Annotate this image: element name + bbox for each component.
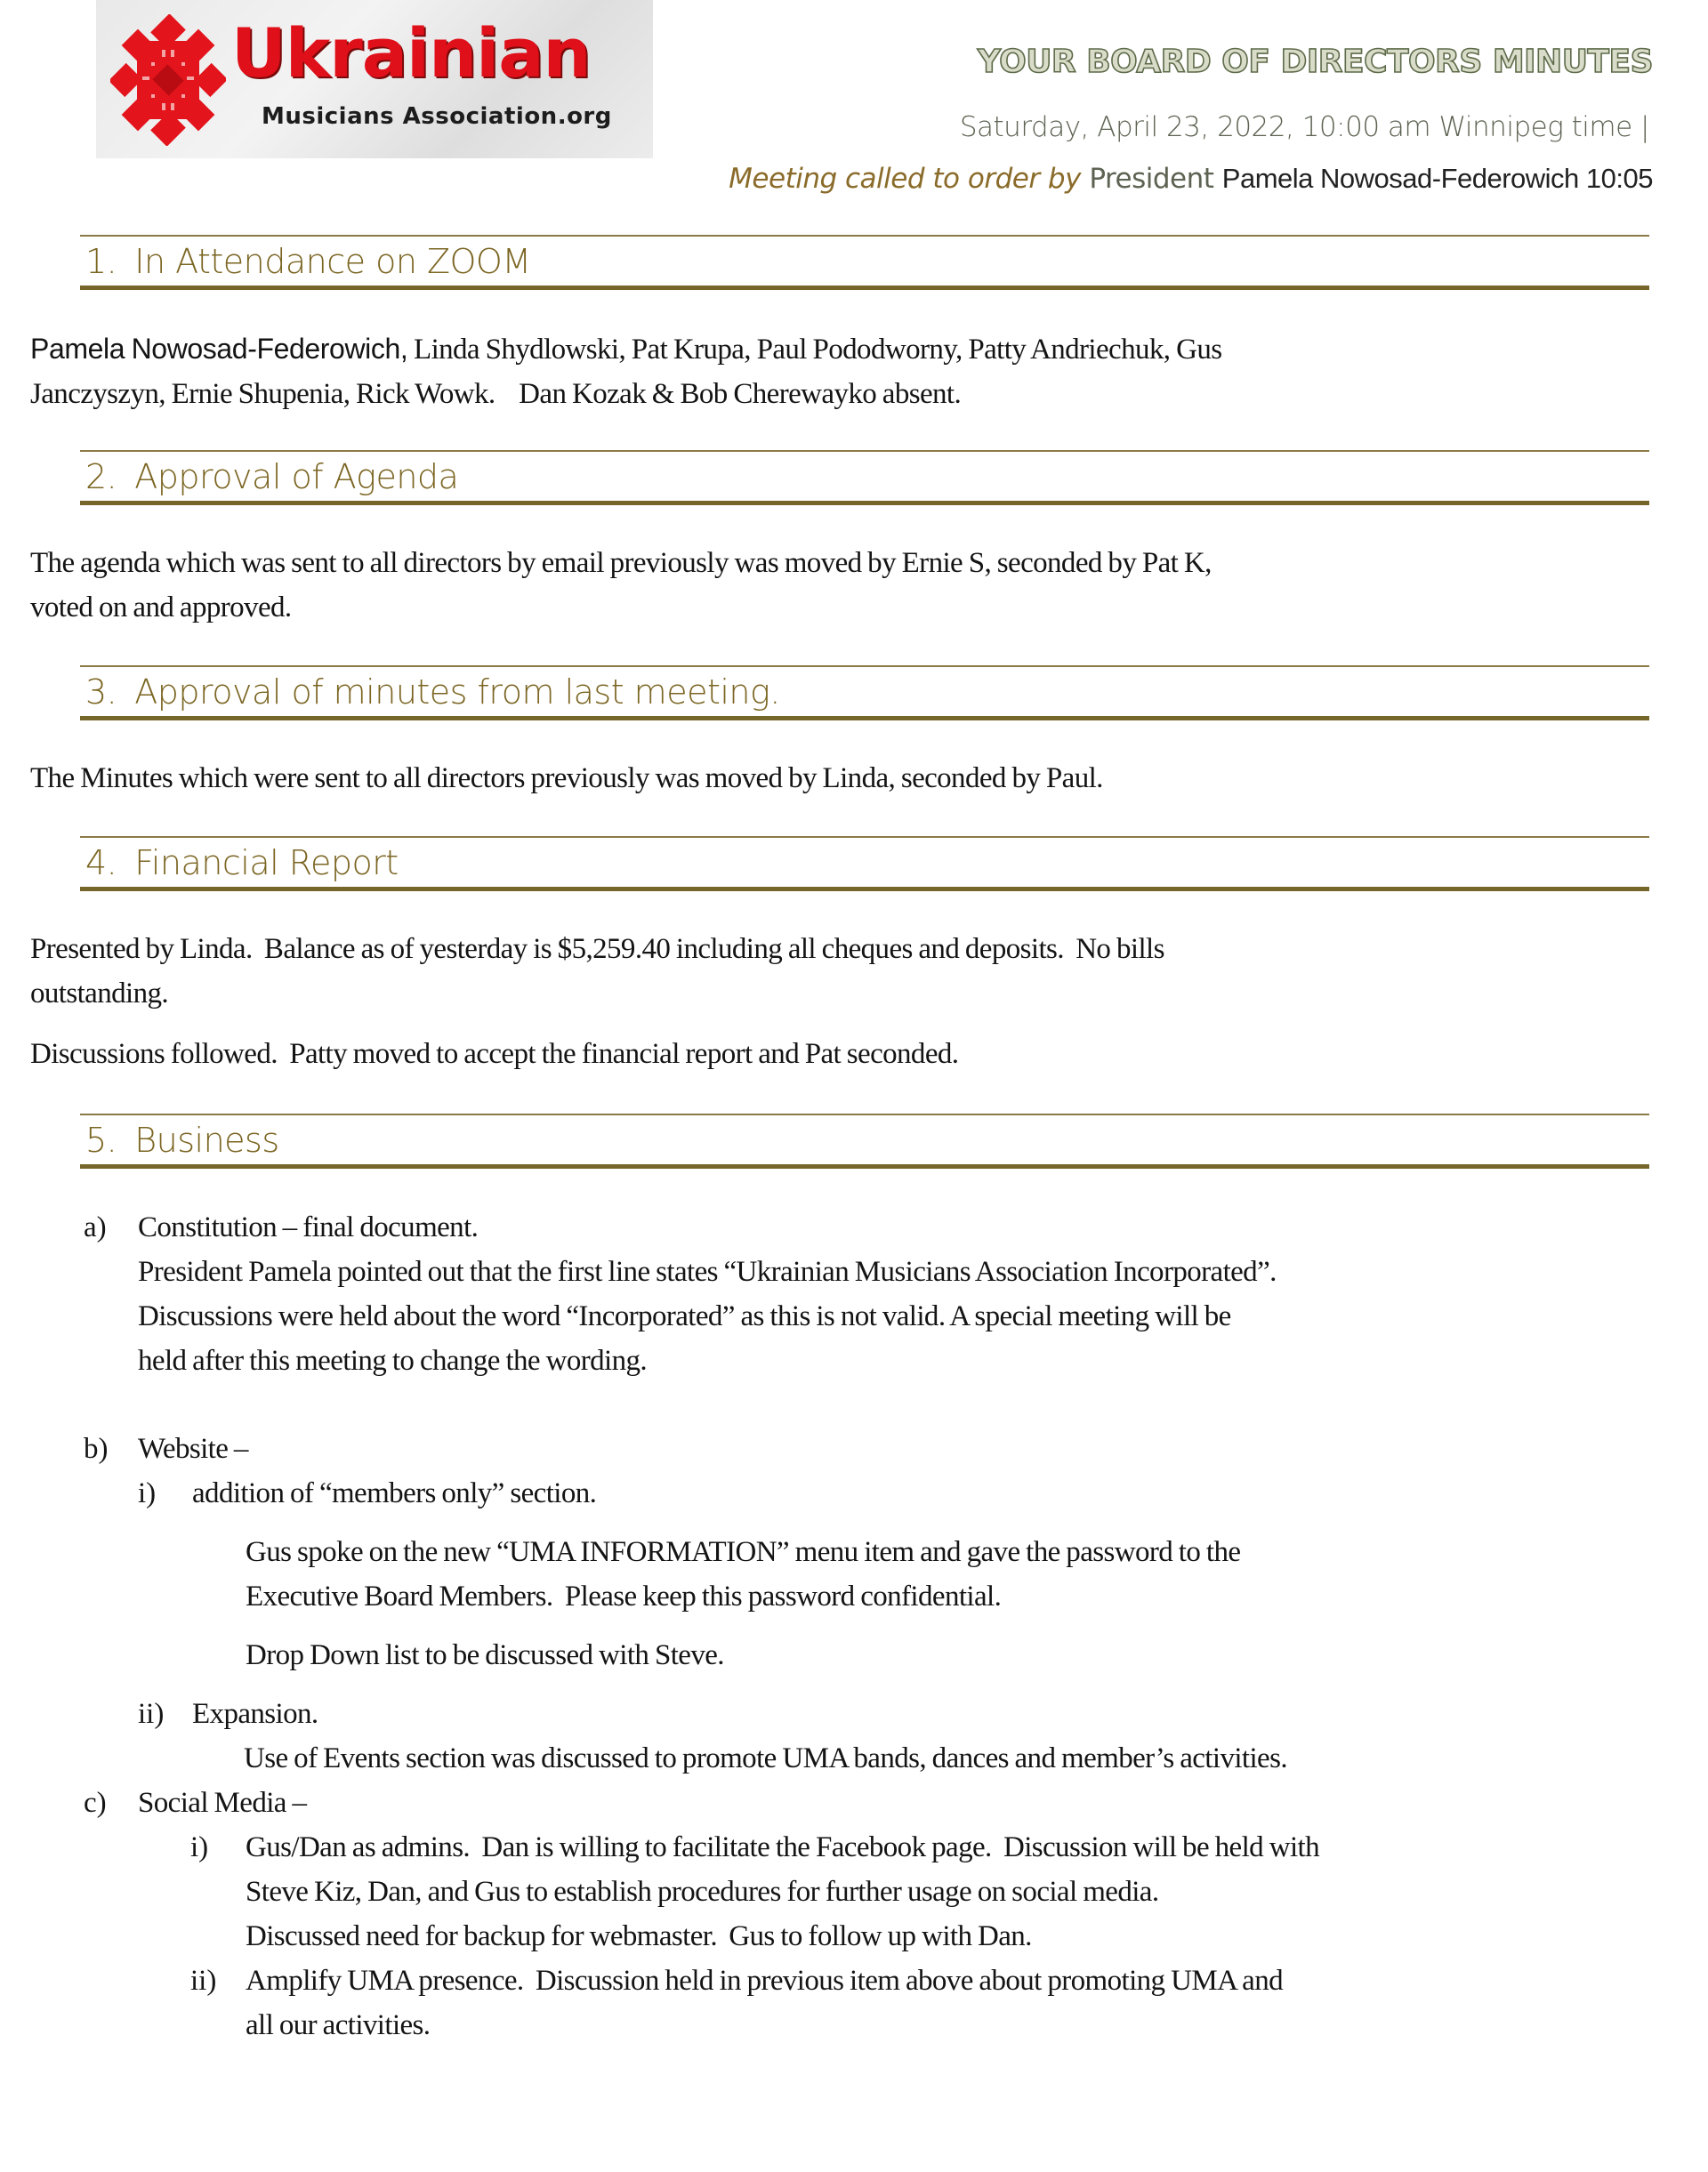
subitem-title: addition of “members only” section. [192, 1477, 597, 1509]
item-marker: c) [84, 1787, 107, 1819]
paragraph-line: outstanding. [30, 977, 169, 1010]
agenda-paragraph [30, 541, 1649, 630]
item-title: Social Media – [138, 1787, 307, 1819]
section-title: Financial Report [134, 843, 399, 882]
subitem-line: Gus/Dan as admins. Dan is willing to facilitate the Facebook page. Discussion will be held with [246, 1831, 1319, 1863]
item-marker: a) [84, 1211, 107, 1243]
subitem-line: Discussed need for backup for webmaster. Gus to follow up with Dan. [246, 1920, 1032, 1952]
presiding-person-and-time: Pamela Nowosad-Federowich 10:05 [1221, 163, 1653, 194]
subitem-marker: i) [190, 1831, 209, 1863]
subitem-marker: ii) [138, 1698, 165, 1730]
section-number: 5. [85, 1121, 117, 1160]
subitem-line: all our activities. [246, 2009, 431, 2041]
subitem-title: Expansion. [192, 1698, 318, 1730]
logo-title: Ukrainian [231, 13, 591, 93]
attendee-list-line1: Linda Shydlowski, Pat Krupa, Paul Pododworny, Patty Andriechuk, Gus [407, 334, 1222, 366]
item-title: Constitution – final document. [138, 1211, 479, 1243]
section-title: Approval of minutes from last meeting. [134, 672, 780, 712]
section-title: Approval of Agenda [134, 457, 459, 496]
note-line: Executive Board Members. Please keep this password confidential. [246, 1581, 1002, 1613]
section-number: 2. [85, 457, 117, 496]
subitem-line: Steve Kiz, Dan, and Gus to establish procedures for further usage on social media. [246, 1876, 1159, 1908]
paragraph-line: The Minutes which were sent to all directors previously was moved by Linda, seconded by Paul. [30, 762, 1103, 794]
attendee-president: Pamela Nowosad-Federowich, [30, 333, 408, 365]
attendee-list-line2: Janczyszyn, Ernie Shupenia, Rick Wowk. Dan Kozak & Bob Cherewayko absent. [30, 378, 962, 410]
presiding-role: President [1089, 163, 1214, 195]
document-title: YOUR BOARD OF DIRECTORS MINUTES [977, 44, 1653, 80]
attendance-paragraph [30, 326, 1649, 416]
financial-report-paragraph [30, 927, 1649, 1016]
subitem-marker: i) [138, 1477, 157, 1509]
association-logo [96, 0, 653, 158]
item-marker: b) [84, 1433, 109, 1465]
detail-line: Discussions were held about the word “Incorporated” as this is not valid. A special meeting will be [138, 1300, 1231, 1332]
section-number: 4. [85, 843, 117, 882]
subitem-note [246, 1530, 1240, 1619]
meeting-date: Saturday, April 23, 2022, 10:00 am Winnipeg time | [959, 111, 1649, 143]
section-number: 3. [85, 672, 117, 712]
section-number: 1. [85, 242, 117, 281]
section-heading-financial [80, 836, 1649, 891]
note-line: Gus spoke on the new “UMA INFORMATION” menu item and gave the password to the [246, 1536, 1241, 1568]
subitem-note [246, 1633, 724, 1677]
detail-line: President Pamela pointed out that the first line states “Ukrainian Musicians Association Incorporated”. [138, 1256, 1277, 1288]
section-heading-minutes [80, 665, 1649, 720]
section-title: Business [134, 1121, 279, 1160]
section-title: In Attendance on ZOOM [134, 242, 531, 281]
paragraph-line: Presented by Linda. Balance as of yesterday is $5,259.40 including all cheques and deposits. No bills [30, 933, 1164, 965]
subitem-text [246, 1959, 1283, 2047]
item-title: Website – [138, 1433, 248, 1465]
ukrainian-embroidery-star-icon [110, 14, 226, 146]
note-line: Drop Down list to be discussed with Steve. [246, 1639, 724, 1671]
detail-line: held after this meeting to change the wording. [138, 1345, 648, 1377]
section-heading-attendance [80, 235, 1649, 290]
paragraph-line: Discussions followed. Patty moved to accept the financial report and Pat seconded. [30, 1038, 959, 1070]
minutes-paragraph [30, 756, 1649, 800]
section-heading-agenda [80, 450, 1649, 505]
subitem-line: Amplify UMA presence. Discussion held in previous item above about promoting UMA and [246, 1965, 1283, 1997]
note-line: Use of Events section was discussed to promote UMA bands, dances and member’s activities. [244, 1742, 1287, 1774]
subitem-text [246, 1825, 1319, 1959]
item-details [138, 1250, 1277, 1383]
subitem-note [244, 1736, 1287, 1781]
financial-discussion-paragraph [30, 1032, 1649, 1076]
called-to-order-phrase: Meeting called to order by [729, 163, 1081, 195]
section-heading-business [80, 1114, 1649, 1169]
paragraph-line: The agenda which was sent to all directors by email previously was moved by Ernie S, seconded by Pat K, [30, 547, 1212, 579]
paragraph-line: voted on and approved. [30, 591, 292, 623]
called-to-order-line [729, 165, 1653, 193]
subitem-marker: ii) [190, 1965, 217, 1997]
logo-subtitle: Musicians Association.org [262, 103, 612, 130]
